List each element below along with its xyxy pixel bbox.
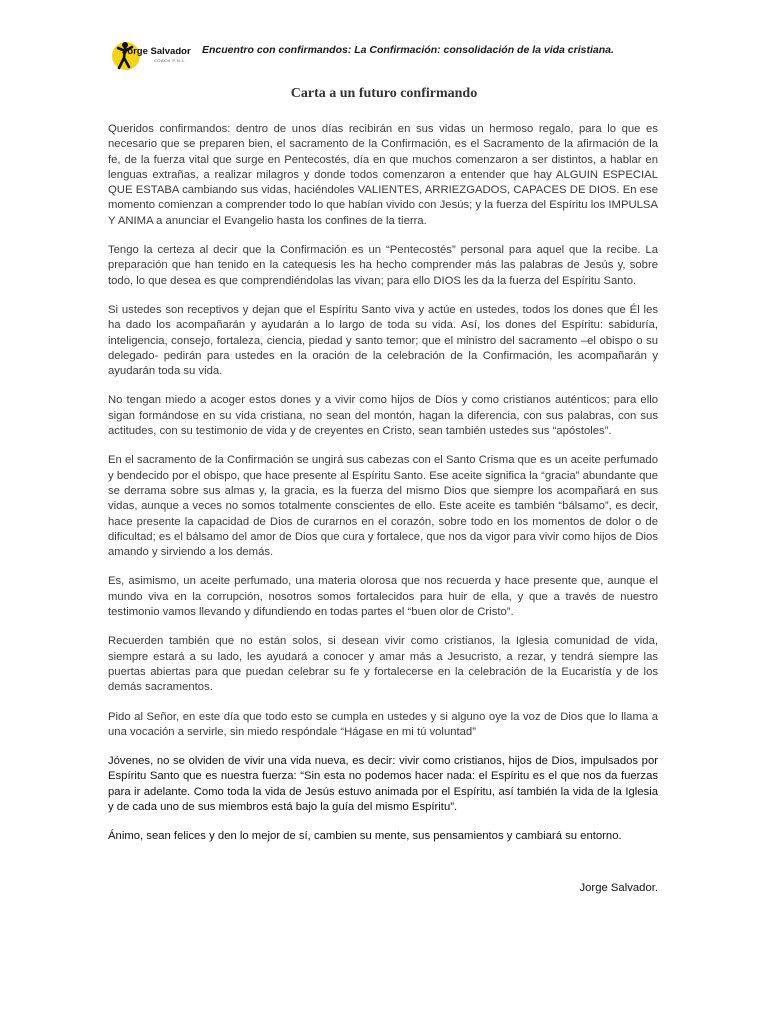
document-title: Carta a un futuro confirmando	[290, 86, 478, 101]
paragraph: Queridos confirmandos: dentro de unos días recibirán en sus vidas un hermoso regalo, para lo que es necesario que se preparen bien, el sacramento de la Confirmación, es el Sacramento de la afirmación de la fe, de la fuerza vital que surge en Pentecostés, día en que muchos comenzaron a ser distintos, a hablar en lenguas extrañas, a realizar milagros y donde todos comenzaron a entender que hay ALGUIN ESPECIAL QUE ESTABA cambiando sus vidas, haciéndoles VALIENTES, ARRIEZGADOS, CAPACES DE DIOS. En ese momento comienzan a comprender todo lo que habían vivido con Jesús; y la fuerza del Espíritu los IMPULSA Y ANIMA a anunciar el Evangelio hasta los confines de la tierra.	[108, 123, 658, 227]
logo-subtext: COACH P.N.L.	[154, 58, 187, 63]
paragraph: Recuerden también que no están solos, si desean vivir como cristianos, la Iglesia comunidad de vida, siempre estará a su lado, les ayudará a conocer y amar más a Jesucristo, a rezar, y tendrá siempre las puertas abiertas para que puedan celebrar su fe y fortalecerse en la celebración de la Eucaristía y de los demás sacramentos.	[108, 635, 658, 694]
paragraph: Tengo la certeza al decir que la Confirmación es un “Pentecostés” personal para aquel que la recibe. La preparación que han tenido en la catequesis les ha hecho comprender más las palabras de Jesús y, sobre todo, lo que desea es que comprendiéndolas las vivan; para ello DIOS les da la fuerza del Espíritu Santo.	[108, 244, 658, 287]
paragraph: Si ustedes son receptivos y dejan que el Espíritu Santo viva y actúe en ustedes, todos los dones que Él les ha dado los acompañarán y ayudarán a lo largo de toda su vida. Así, los dones del Espíritu: sabiduría, inteligencia, consejo, fortaleza, ciencia, piedad y santo temor; que el ministro del sacramento –el obispo o su delegado- pedirán para ustedes en la oración de la celebración de la Confirmación, les acompañarán y ayudarán toda su vida.	[108, 303, 658, 378]
page-header	[110, 38, 670, 74]
paragraph: En el sacramento de la Confirmación se ungirá sus cabezas con el Santo Crisma que es un aceite perfumado y bendecido por el obispo, que hace presente al Espíritu Santo. Ese aceite significa la “gracia” abundante que se derrama sobre sus almas y, la gracia, es la fuerza del mismo Dios que siempre los acompañará en sus vidas, aunque a veces no somos totalmente conscientes de ello. Este aceite es también “bálsamo”, es decir, hace presente la capacidad de Dios de curarnos en el corazón, sobre todo en los momentos de dolor o de dificultad; es el bálsamo del amor de Dios que cura y fortalece, que nos da vigor para vivir como hijos de Dios amando y sirviendo a los demás.	[108, 454, 658, 559]
logo	[110, 38, 202, 74]
paragraph: No tengan miedo a acoger estos dones y a vivir como hijos de Dios y como cristianos auténticos; para ello sigan formándose en su vida cristiana, no sean del montón, hagan la diferencia, con sus palabras, con sus actitudes, con su testimonio de vida y de creyentes en Cristo, sean también ustedes sus “apóstoles”.	[108, 394, 658, 438]
paragraph: Jóvenes, no se olviden de vivir una vida nueva, es decir: vivir como cristianos, hijos de Dios, impulsados por Espíritu Santo que es nuestra fuerza: “Sin esta no podemos hacer nada: el Espíritu es el que nos da fuerzas para ir adelante. Como toda la vida de Jesús estuvo animada por el Espíritu, así también la vida de la Iglesia y de cada uno de sus miembros está bajo la guía del mismo Espíritu”.	[108, 755, 658, 813]
signature: Jorge Salvador.	[579, 882, 658, 894]
letter-body	[108, 122, 658, 859]
logo-text: Jorge Salvador	[122, 46, 191, 57]
header-title: Encuentro con confirmandos: La Confirmación: consolidación de la vida cristiana.	[202, 44, 614, 56]
paragraph: Es, asimismo, un aceite perfumado, una materia olorosa que nos recuerda y hace presente que, aunque el mundo viva en la corrupción, nosotros somos fortalecidos para huir de ella, y que a través de nuestro testimonio vamos llevando y difundiendo en todas partes el “buen olor de Cristo”.	[108, 575, 658, 619]
paragraph: Pido al Señor, en este día que todo esto se cumpla en ustedes y si alguno oye la voz de Dios que lo llama a una vocación a servirle, sin miedo respóndale “Hágase en mi tú voluntad”	[108, 710, 658, 738]
paragraph: Ánimo, sean felices y den lo mejor de sí, cambien su mente, sus pensamientos y cambiará su entorno.	[108, 830, 622, 843]
